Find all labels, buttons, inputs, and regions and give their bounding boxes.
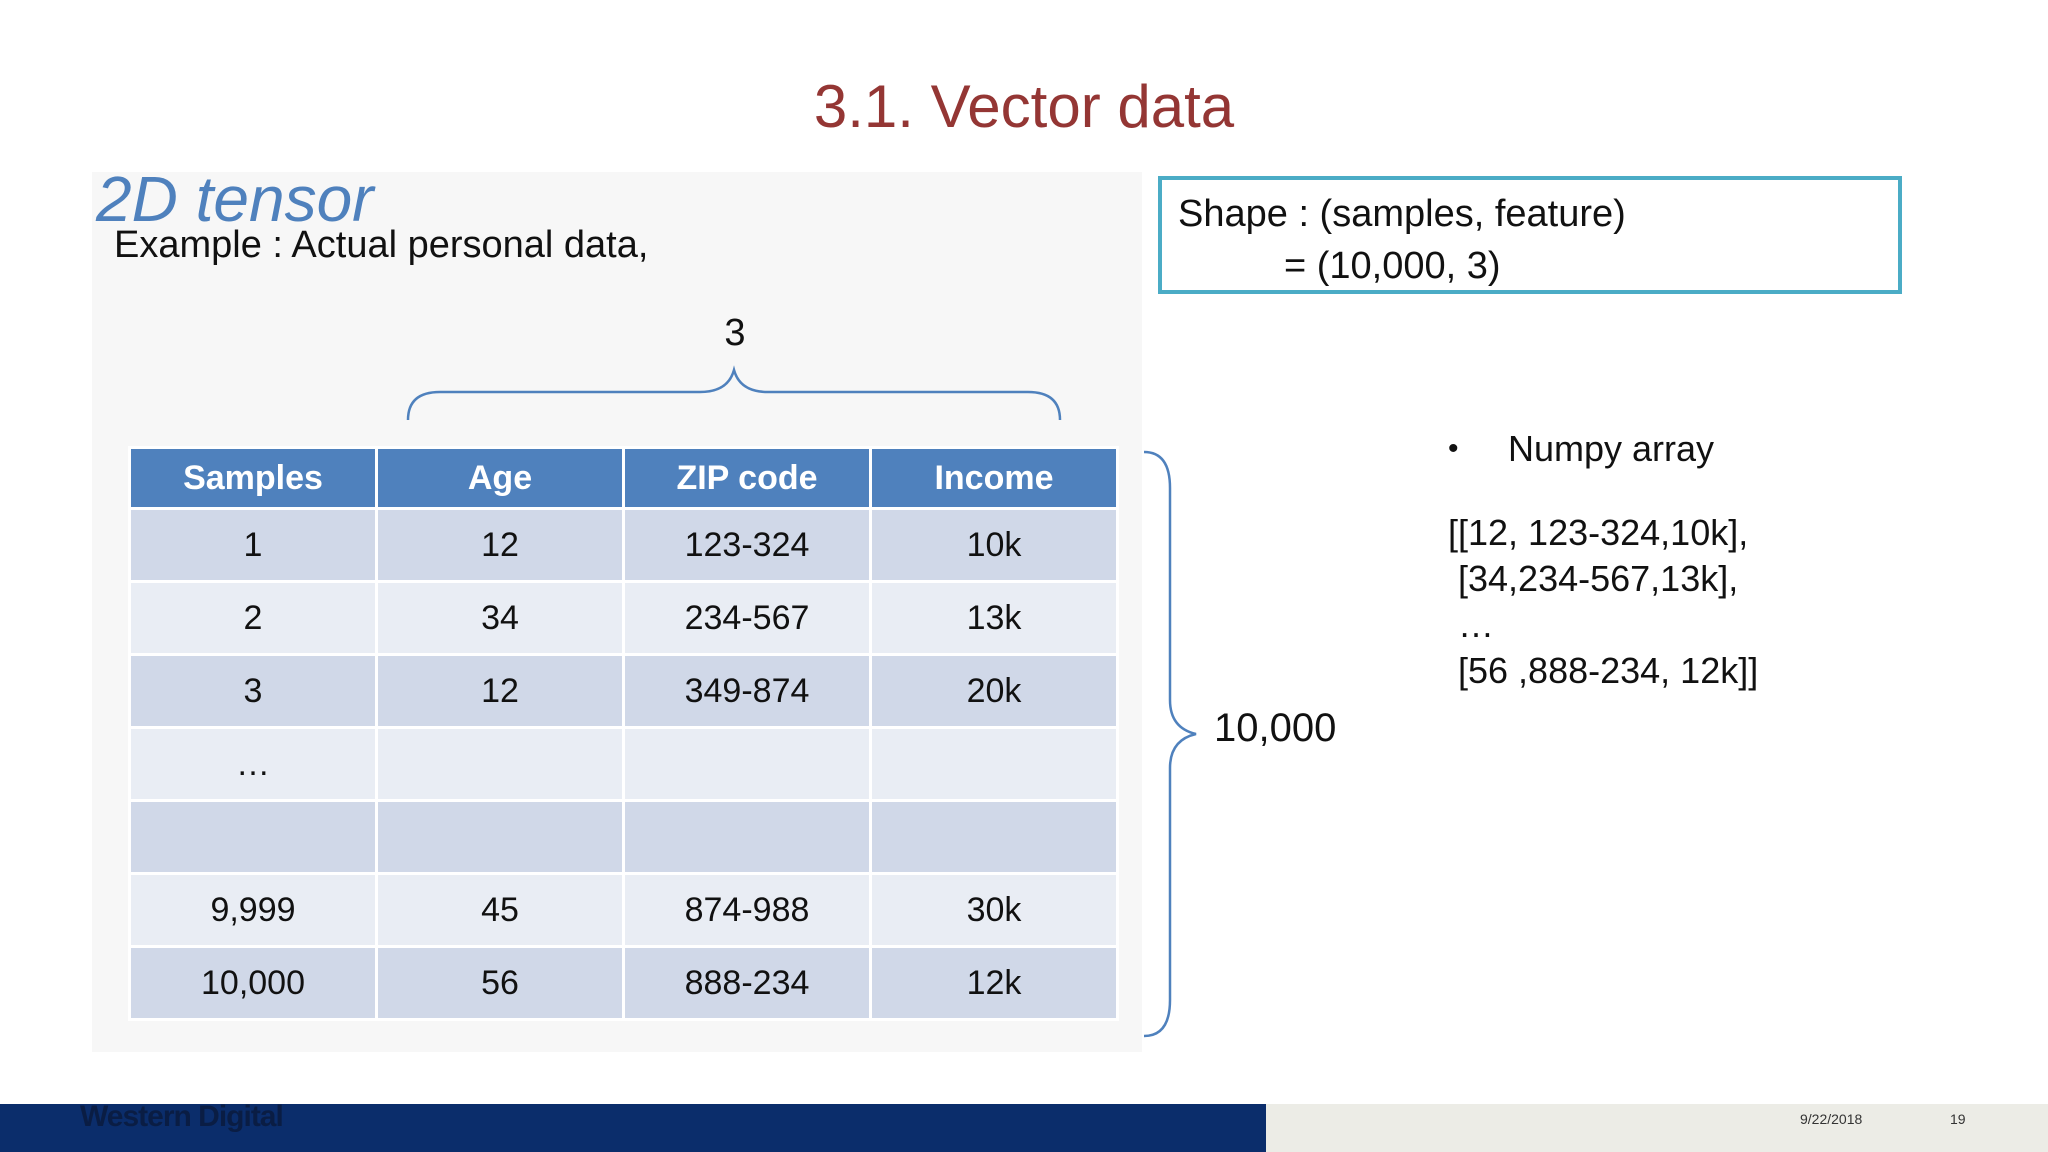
table-cell: 10k — [871, 509, 1118, 582]
table-cell — [130, 801, 377, 874]
table-row — [130, 582, 1118, 655]
header-zip-code: ZIP code — [624, 448, 871, 509]
numpy-heading: Numpy array — [1508, 428, 1715, 469]
shape-line-2: = (10,000, 3) — [1284, 245, 1501, 287]
page-number: 19 — [1950, 1111, 1966, 1127]
table-cell — [871, 801, 1118, 874]
table-cell: 12 — [377, 509, 624, 582]
table-cell: 13k — [871, 582, 1118, 655]
table-cell: 234-567 — [624, 582, 871, 655]
table-cell — [871, 728, 1118, 801]
table-cell: 3 — [130, 655, 377, 728]
table-cell: 34 — [377, 582, 624, 655]
header-samples: Samples — [130, 448, 377, 509]
row-brace — [1140, 448, 1210, 1040]
table-cell: 12 — [377, 655, 624, 728]
table-cell: 2 — [130, 582, 377, 655]
numpy-line: [34,234-567,13k], — [1448, 558, 1739, 599]
table-row — [130, 655, 1118, 728]
table-row — [130, 801, 1118, 874]
shape-line-1: Shape : (samples, feature) — [1178, 193, 1626, 235]
table-cell: 874-988 — [624, 874, 871, 947]
header-age: Age — [377, 448, 624, 509]
bullet-icon: • — [1448, 432, 1459, 465]
table-row — [130, 874, 1118, 947]
numpy-example — [1448, 428, 1758, 694]
subtitle: 2D tensor — [96, 163, 374, 235]
table-header-row — [130, 448, 1118, 509]
numpy-line: [[12, 123-324,10k], — [1448, 512, 1749, 553]
table-cell: 9,999 — [130, 874, 377, 947]
footer-date: 9/22/2018 — [1800, 1111, 1863, 1127]
example-text: Example : Actual personal data, — [114, 224, 649, 266]
column-brace — [400, 362, 1080, 422]
footer-logo: Western Digital — [80, 1100, 283, 1133]
table-cell: 349-874 — [624, 655, 871, 728]
table-row — [130, 947, 1118, 1020]
table-cell — [377, 801, 624, 874]
header-income: Income — [871, 448, 1118, 509]
table-cell: 123-324 — [624, 509, 871, 582]
table-cell: 45 — [377, 874, 624, 947]
footer-right-bar — [1266, 1104, 2048, 1152]
data-table — [128, 446, 1119, 1021]
numpy-line: [56 ,888-234, 12k]] — [1448, 650, 1759, 691]
table-cell — [624, 801, 871, 874]
numpy-line: … — [1448, 604, 1495, 645]
table-cell: 10,000 — [130, 947, 377, 1020]
shape-box — [1158, 176, 1902, 294]
table-cell: 20k — [871, 655, 1118, 728]
table-cell: 888-234 — [624, 947, 871, 1020]
table-row — [130, 509, 1118, 582]
table-cell — [624, 728, 871, 801]
slide-title: 3.1. Vector data — [813, 73, 1235, 140]
table-cell: … — [130, 728, 377, 801]
table-cell: 1 — [130, 509, 377, 582]
column-count-label: 3 — [724, 312, 746, 354]
table-cell: 12k — [871, 947, 1118, 1020]
table-row — [130, 728, 1118, 801]
table-cell: 56 — [377, 947, 624, 1020]
table-cell — [377, 728, 624, 801]
row-count-label: 10,000 — [1214, 706, 1337, 750]
numpy-bullet-row — [1448, 428, 1758, 470]
table-cell: 30k — [871, 874, 1118, 947]
